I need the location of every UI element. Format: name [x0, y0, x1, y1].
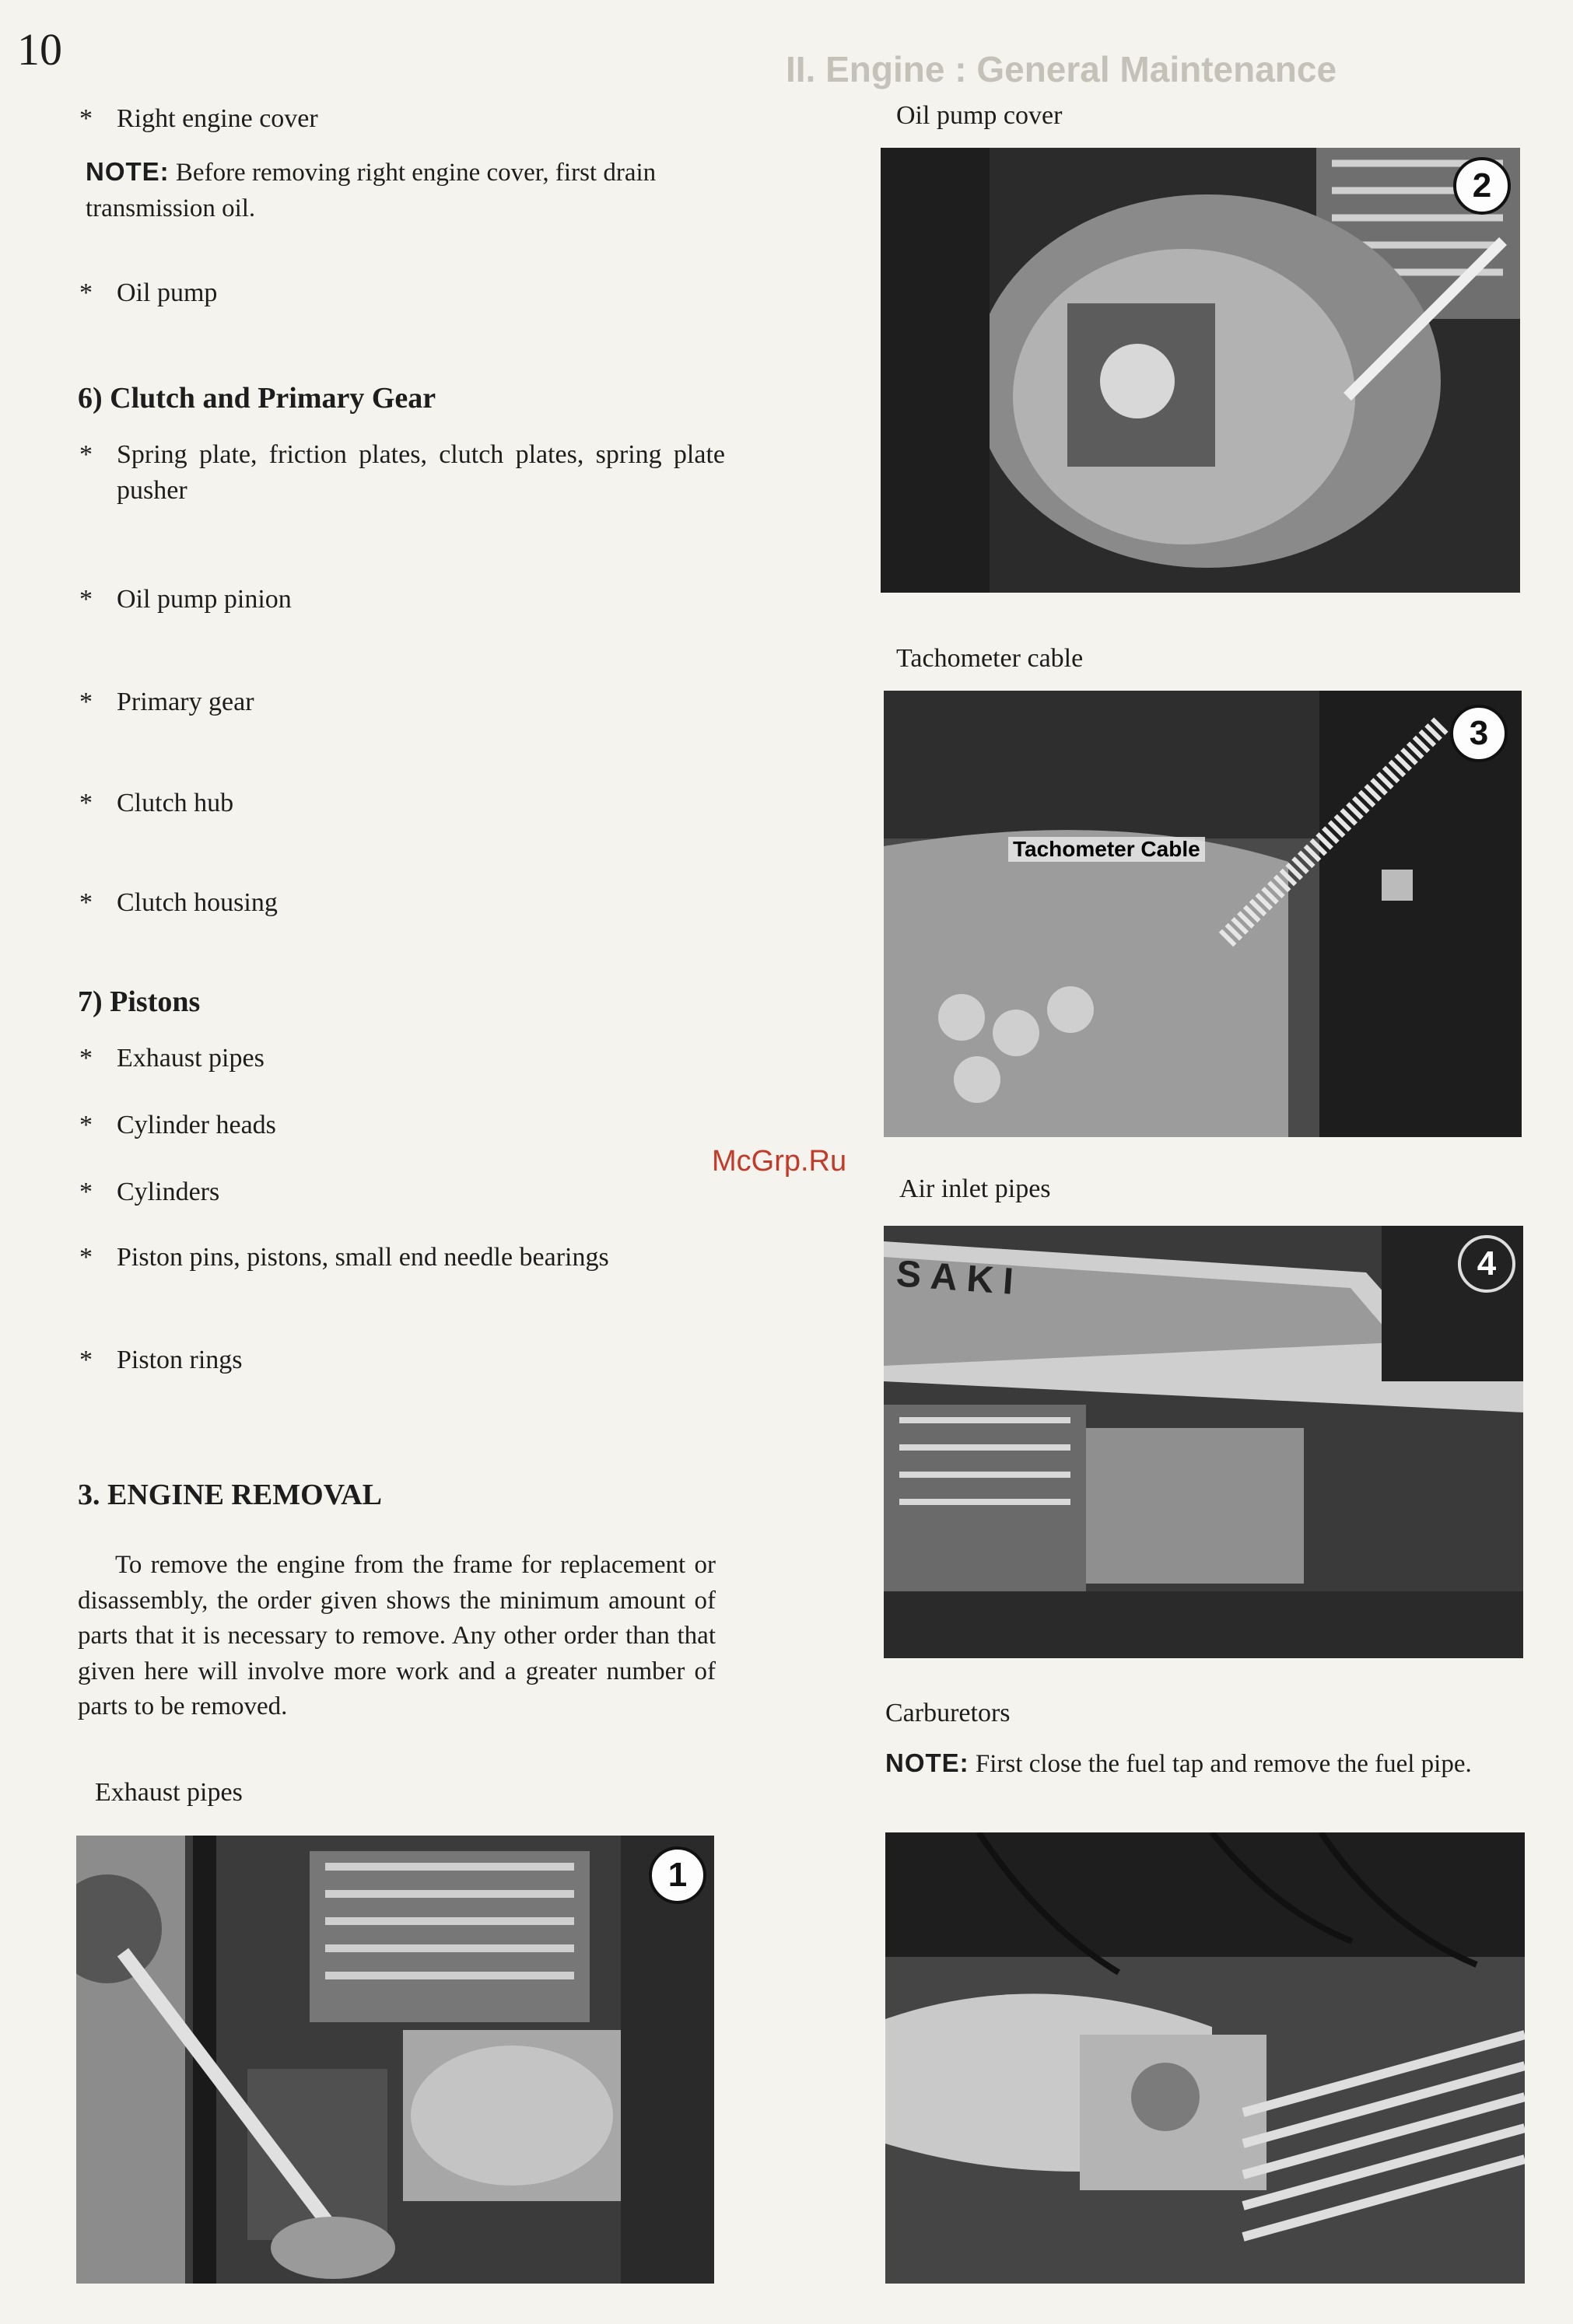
list-item [79, 101, 725, 137]
bullet-star: * [79, 688, 93, 716]
caption-air-inlet-pipes: Air inlet pipes [899, 1174, 1051, 1203]
bullet-star: * [79, 104, 93, 133]
note-carburetors [885, 1745, 1534, 1782]
bullet-star: * [79, 278, 93, 307]
tank-brand-lettering: SAKI [895, 1253, 1025, 1304]
section-heading-engine-removal: 3. ENGINE REMOVAL [78, 1479, 382, 1511]
list-item-text: Primary gear [117, 688, 254, 716]
list-item-text: Oil pump [117, 278, 218, 307]
list-item [79, 275, 725, 311]
list-item [79, 1240, 609, 1276]
photo-tachometer-cable [884, 691, 1522, 1137]
list-item-text: Spring plate, friction plates, clutch plates, spring plate pusher [117, 440, 725, 505]
bleed-through-heading: II. Engine : General Maintenance [786, 49, 1337, 89]
list-item [79, 1108, 276, 1143]
page-number: 10 [17, 24, 62, 75]
caption-carburetors: Carburetors [885, 1699, 1011, 1727]
list-item-text: Cylinders [117, 1178, 220, 1206]
list-item [79, 1342, 243, 1378]
photo-exhaust-pipes [76, 1836, 714, 2284]
list-item [79, 1174, 219, 1210]
photo-oil-pump-cover [881, 148, 1520, 593]
photo-number-badge: 4 [1458, 1235, 1515, 1293]
bullet-star: * [79, 888, 93, 917]
list-item-text: Piston rings [117, 1346, 243, 1374]
note-label: NOTE: [885, 1748, 969, 1777]
photo-carburetors [885, 1832, 1525, 2284]
photo-tachometer-cable-image [884, 691, 1522, 1137]
bullet-star: * [79, 789, 93, 817]
caption-tachometer-cable: Tachometer cable [896, 644, 1084, 673]
photo-number-badge: 1 [649, 1846, 706, 1904]
note-label: NOTE: [86, 157, 170, 186]
caption-oil-pump-cover: Oil pump cover [896, 101, 1063, 130]
list-item-text: Cylinder heads [117, 1111, 276, 1139]
bullet-star: * [79, 1346, 93, 1374]
list-item-text: Piston pins, pistons, small end needle bearings [117, 1243, 609, 1272]
bullet-star: * [79, 1243, 93, 1272]
watermark: McGrp.Ru [712, 1145, 847, 1178]
section-heading-clutch: 6) Clutch and Primary Gear [78, 382, 436, 415]
list-item [79, 885, 278, 921]
section-heading-pistons: 7) Pistons [78, 985, 201, 1018]
photo-carburetors-image [885, 1832, 1525, 2284]
caption-exhaust-pipes: Exhaust pipes [95, 1778, 243, 1807]
bullet-star: * [79, 440, 93, 469]
bullet-star: * [79, 1044, 93, 1073]
bullet-star: * [79, 1178, 93, 1206]
note-right-cover [86, 154, 723, 226]
bullet-star: * [79, 1111, 93, 1139]
list-item-text: Right engine cover [117, 104, 318, 133]
note-text: Before removing right engine cover, first drain transmission oil. [86, 159, 657, 223]
photo-air-inlet-pipes [884, 1226, 1523, 1658]
list-item-text: Clutch housing [117, 888, 278, 917]
list-item [79, 437, 725, 509]
list-item [79, 684, 254, 720]
photo-label-tachometer-cable: Tachometer Cable [1008, 837, 1205, 862]
engine-removal-paragraph: To remove the engine from the frame for replacement or disassembly, the order given shows the minimum amount of parts that it is necessary to remove. Any other order than that given here will involve more work and a greater number of parts to be removed. [78, 1551, 716, 1721]
photo-oil-pump-cover-image [881, 148, 1520, 593]
photo-number-badge: 2 [1453, 157, 1511, 215]
photo-number-badge: 3 [1450, 705, 1508, 762]
bullet-star: * [79, 585, 93, 614]
list-item [79, 786, 233, 821]
list-item-text: Oil pump pinion [117, 585, 292, 614]
photo-exhaust-pipes-image [76, 1836, 714, 2284]
note-text: First close the fuel tap and remove the fuel pipe. [969, 1750, 1472, 1778]
list-item [79, 582, 292, 618]
list-item-text: Clutch hub [117, 789, 234, 817]
list-item-text: Exhaust pipes [117, 1044, 265, 1073]
list-item [79, 1041, 265, 1076]
